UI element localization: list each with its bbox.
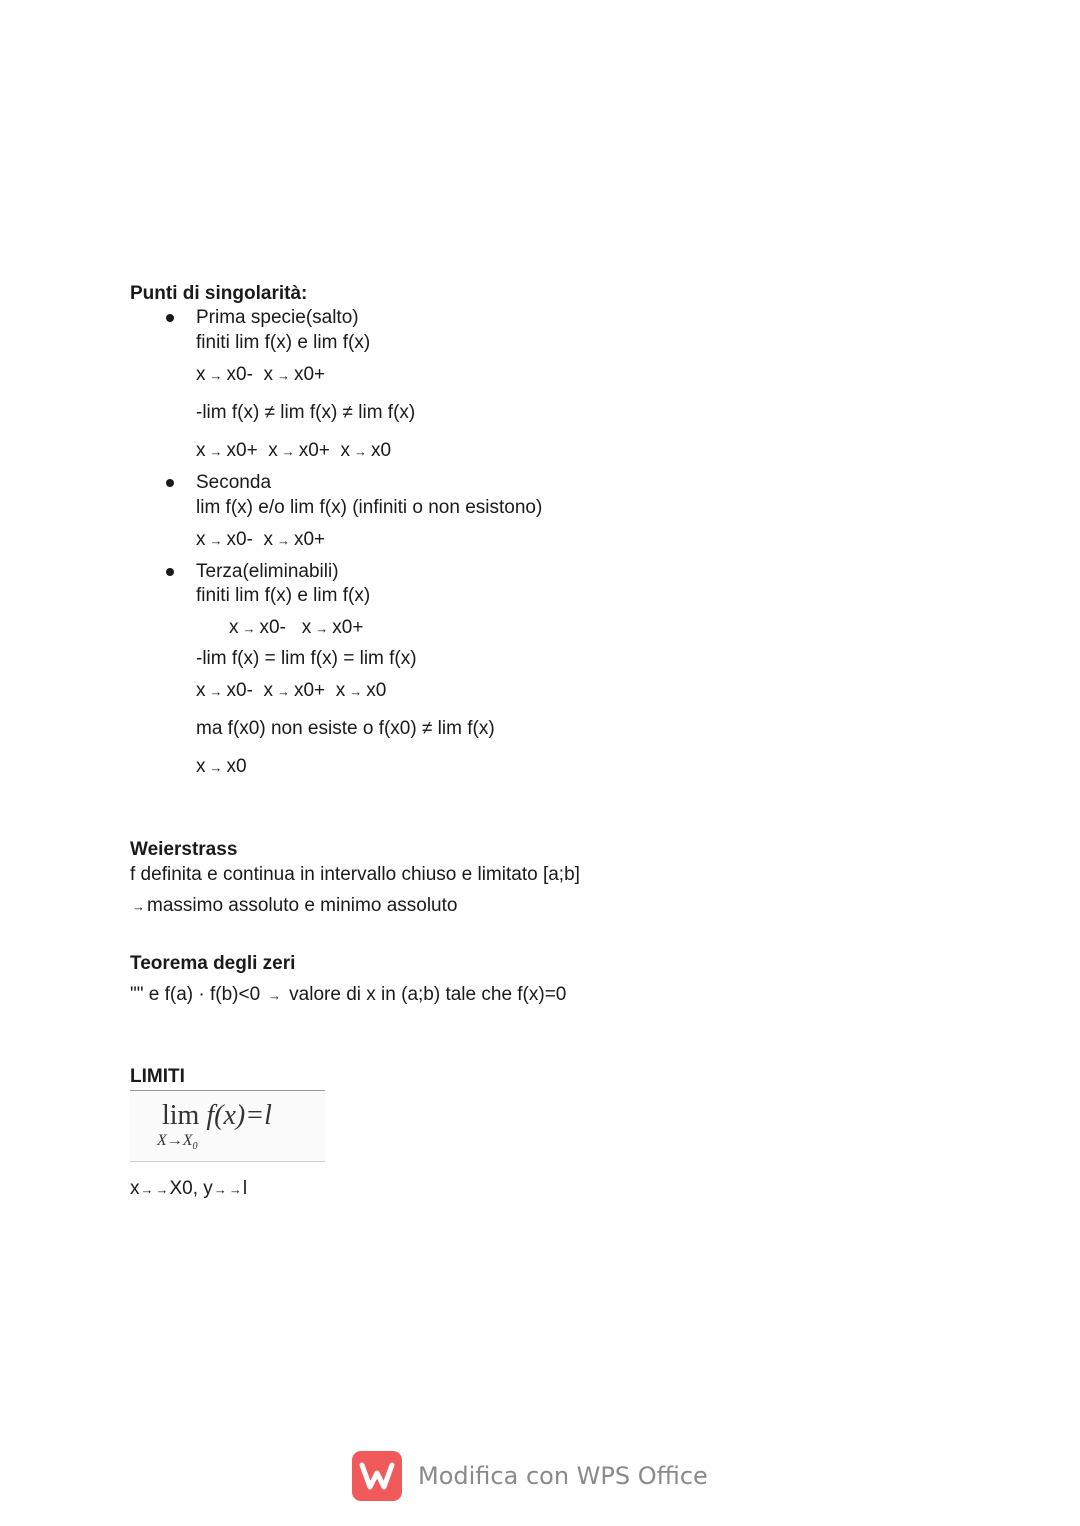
bullet-icon xyxy=(166,568,174,576)
arrow-icon: → xyxy=(132,899,145,914)
terza-sub1: x → x0- x → x0+ xyxy=(229,617,364,638)
arrow-icon: → xyxy=(140,1182,154,1197)
seconda-title: Seconda xyxy=(196,472,272,493)
zeri-heading: Teorema degli zeri xyxy=(130,953,296,974)
terza-sub2: x → x0- x → x0+ x → x0 xyxy=(196,680,387,701)
singularity-heading: Punti di singolarità: xyxy=(130,283,308,304)
arrow-icon: → xyxy=(268,988,282,1003)
seconda-line1: lim f(x) e/o lim f(x) (infiniti o non esistono) xyxy=(196,497,543,518)
limiti-line: x→ →X0, y→ →l xyxy=(130,1178,248,1199)
arrow-icon: → xyxy=(349,684,363,699)
arrow-icon: → xyxy=(242,621,256,636)
terza-line1: finiti lim f(x) e lim f(x) xyxy=(196,585,371,606)
arrow-icon: → xyxy=(315,621,329,636)
terza-title: Terza(eliminabili) xyxy=(196,561,339,582)
wps-footer-text: Modifica con WPS Office xyxy=(418,1462,708,1490)
arrow-icon: → xyxy=(276,533,290,548)
limit-formula-image xyxy=(130,1090,325,1162)
prima-title: Prima specie(salto) xyxy=(196,307,359,328)
terza-line3: ma f(x0) non esiste o f(x0) ≠ lim f(x) xyxy=(196,718,495,739)
bullet-icon xyxy=(166,314,174,322)
weierstrass-line2: → massimo assoluto e minimo assoluto xyxy=(132,895,458,916)
terza-sub3: x → x0 xyxy=(196,756,247,777)
arrow-icon: → xyxy=(209,368,223,383)
arrow-icon: → xyxy=(281,444,295,459)
limit-formula-main: lim f(x)=l xyxy=(162,1100,272,1131)
zeri-line1: "" e f(a) · f(b)<0 → valore di x in (a;b) tale che f(x)=0 xyxy=(130,984,567,1005)
wps-logo-icon xyxy=(352,1451,402,1501)
arrow-icon: → xyxy=(209,684,223,699)
prima-sub2: x → x0+ x → x0+ x → x0 xyxy=(196,440,392,461)
arrow-icon: → xyxy=(276,368,290,383)
limiti-heading: LIMITI xyxy=(130,1066,185,1087)
arrow-icon: → xyxy=(276,684,290,699)
arrow-icon: → xyxy=(209,760,223,775)
prima-line2: -lim f(x) ≠ lim f(x) ≠ lim f(x) xyxy=(196,402,416,423)
arrow-icon: → xyxy=(209,533,223,548)
terza-line2: -lim f(x) = lim f(x) = lim f(x) xyxy=(196,648,417,669)
prima-line1: finiti lim f(x) e lim f(x) xyxy=(196,332,371,353)
arrow-icon: → xyxy=(155,1182,169,1197)
arrow-icon: → xyxy=(209,444,223,459)
wps-office-banner[interactable] xyxy=(352,1450,708,1502)
bullet-icon xyxy=(166,479,174,487)
arrow-icon: → xyxy=(353,444,367,459)
arrow-icon: → xyxy=(228,1182,242,1197)
arrow-icon: → xyxy=(213,1182,227,1197)
seconda-sub1: x → x0- x → x0+ xyxy=(196,529,326,550)
prima-sub1: x → x0- x → x0+ xyxy=(196,364,326,385)
limit-formula-subscript: $X\to X_0$ xyxy=(157,1132,198,1153)
weierstrass-line1: f definita e continua in intervallo chiuso e limitato [a;b] xyxy=(130,864,580,885)
weierstrass-heading: Weierstrass xyxy=(130,839,238,860)
